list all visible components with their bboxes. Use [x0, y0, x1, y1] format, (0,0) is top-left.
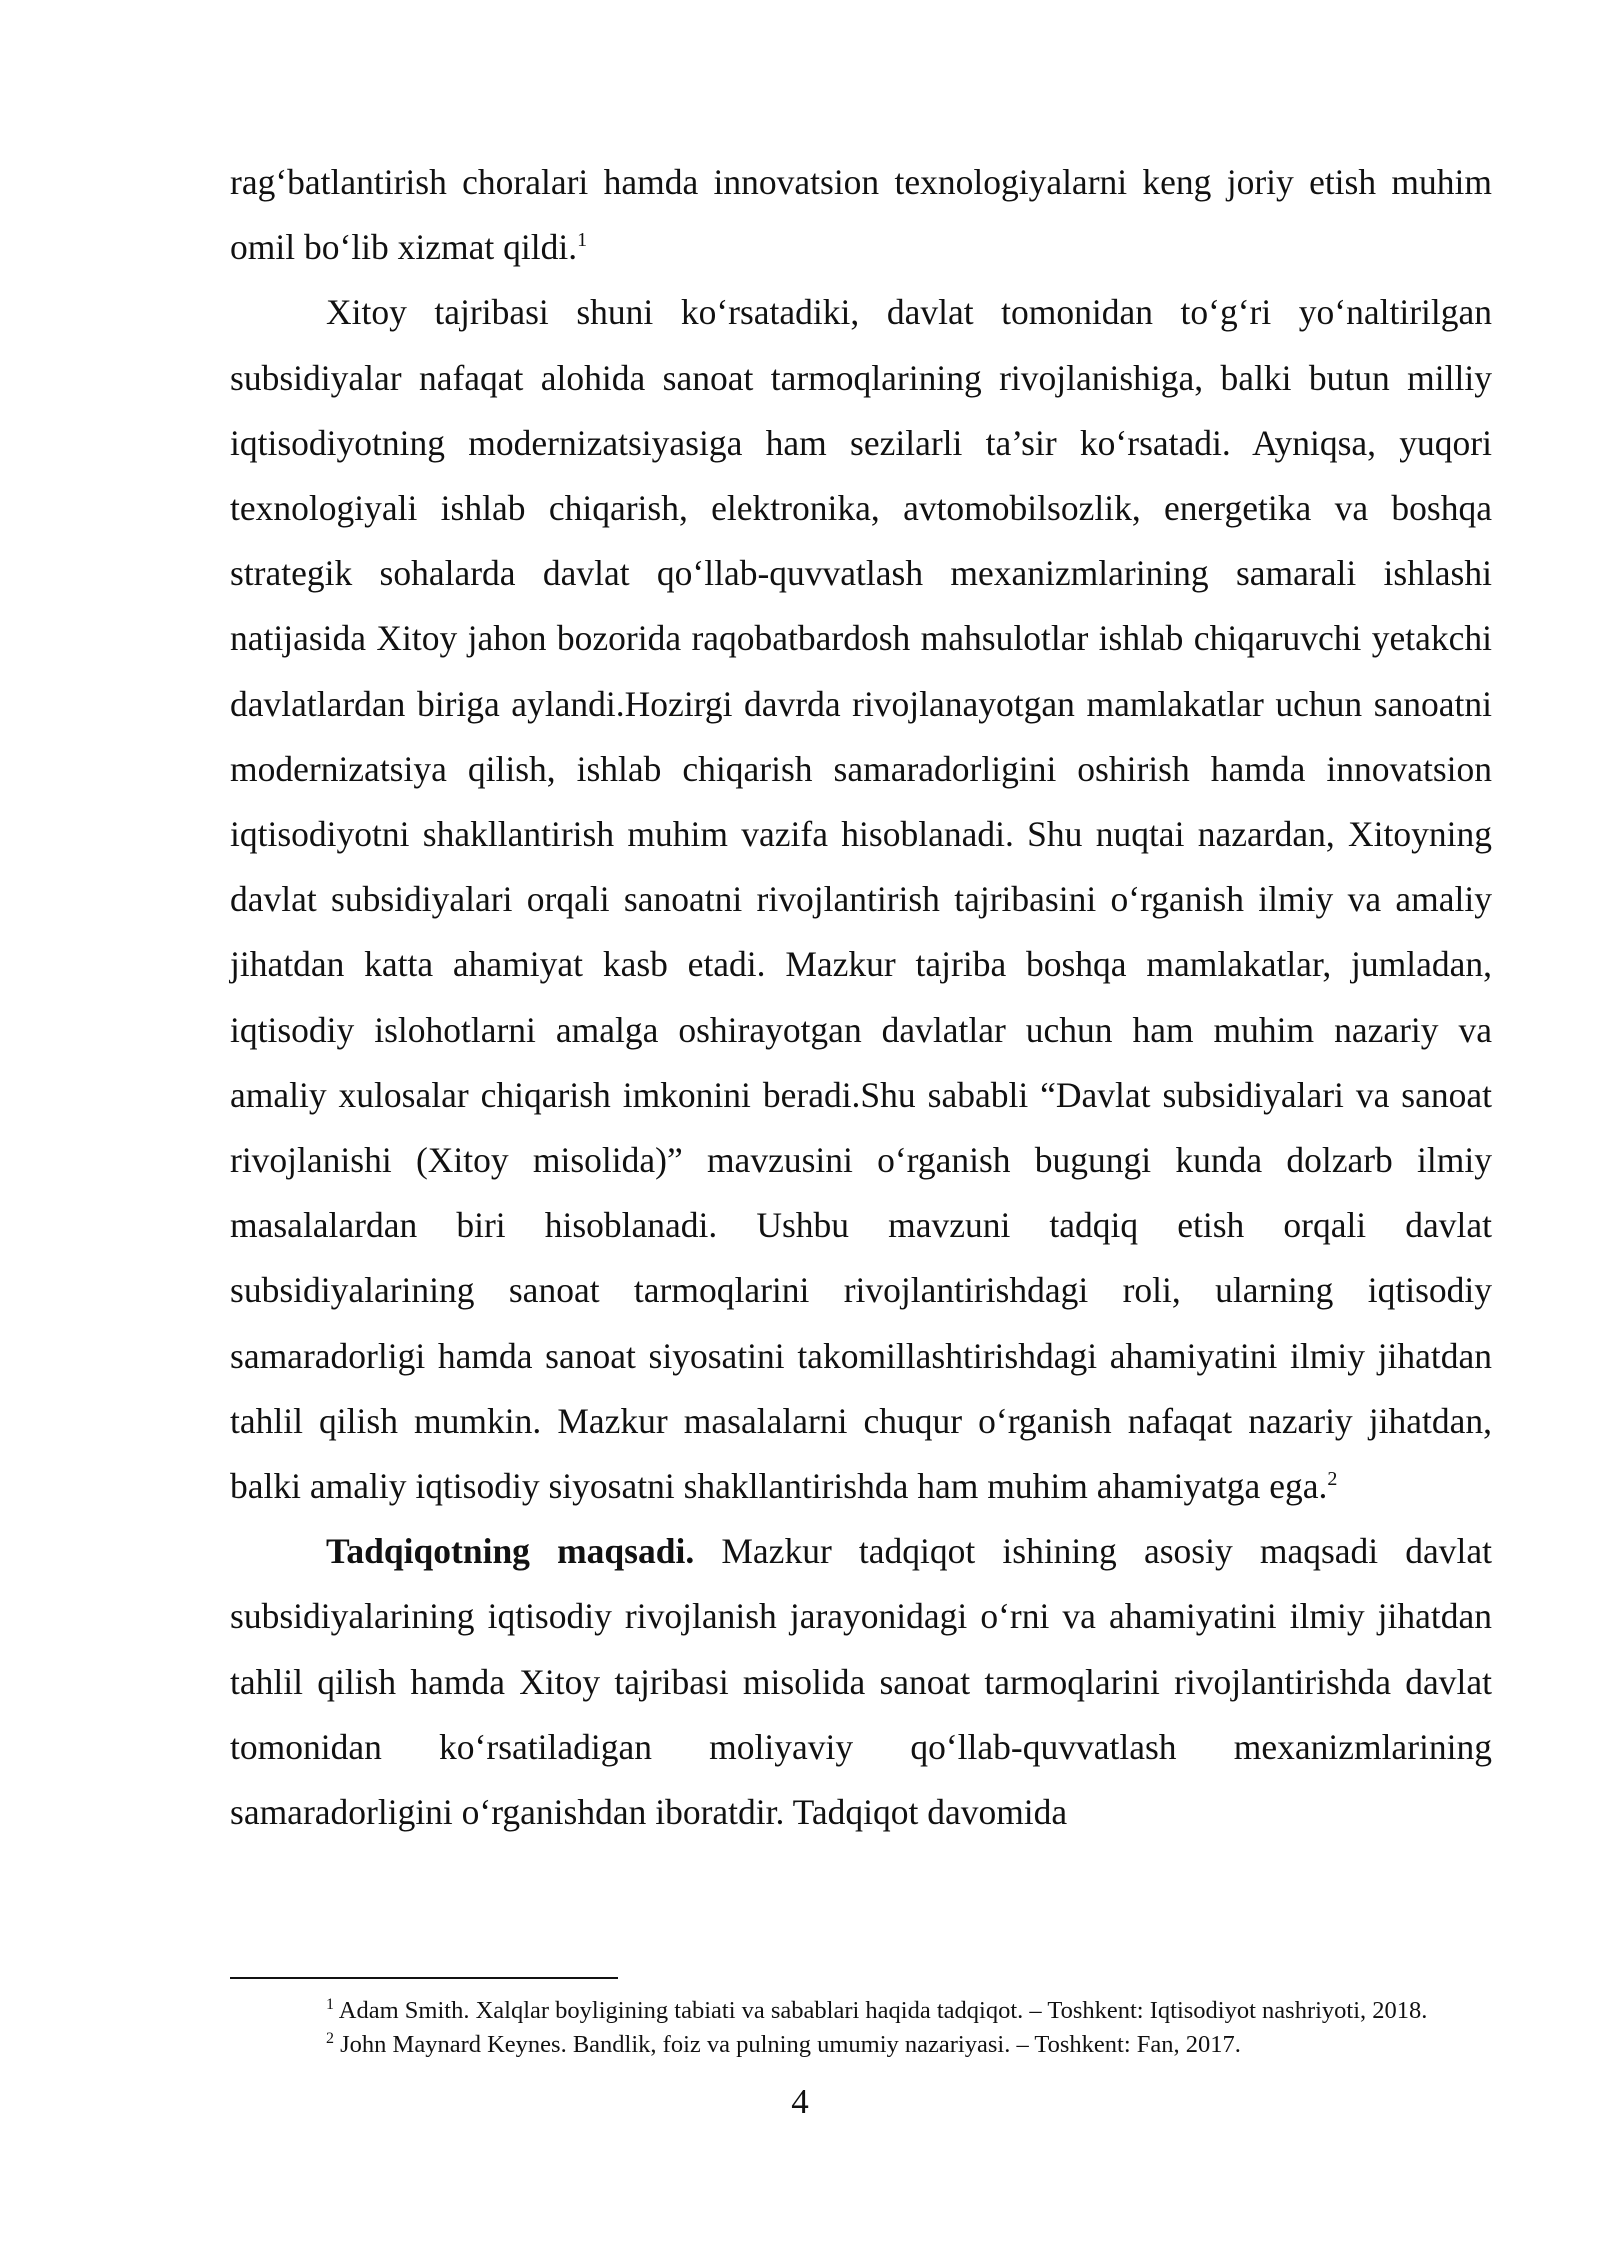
footnote-text: Adam Smith. Xalqlar boyligining tabiati va sabablari haqida tadqiqot. – Toshkent: Iqtisodiyot nashriyoti, 2018. [338, 1997, 1428, 2024]
footnote [230, 1994, 1492, 2028]
footnote-reference: 1 [577, 229, 588, 252]
page-number: 4 [791, 2082, 809, 2121]
paragraph-text: rag‘batlantirish choralari hamda innovatsion texnologiyalarni keng joriy etish muhim omil bo‘lib xizmat qildi. [230, 162, 1492, 268]
paragraph-text: Mazkur tadqiqot ishining asosiy maqsadi davlat subsidiyalarining iqtisodiy rivojlanish jarayonidagi o‘rni va ahamiyatini ilmiy jihatdan tahlil qilish hamda Xitoy tajribasi misolida sanoat tarmoqlarini rivojlantirishda davlat tomonidan ko‘rsatiladigan moliyaviy qo‘llab-quvvatlash mexanizmlarining samaradorligini o‘rganishdan iboratdir. Tadqiqot davomida [230, 1531, 1493, 1833]
footnotes [230, 1994, 1492, 2062]
footnote [230, 2028, 1492, 2062]
footnote-reference: 2 [1327, 1468, 1338, 1491]
paragraph-continuation [230, 150, 1492, 280]
paragraph-text: Xitoy tajribasi shuni ko‘rsatadiki, davlat tomonidan to‘g‘ri yo‘naltirilgan subsidiyalar nafaqat alohida sanoat tarmoqlarining rivojlanishiga, balki butun milliy iqtisodiyotning modernizatsiyasiga ham sezilarli ta’sir ko‘rsatadi. Ayniqsa, yuqori texnologiyali ishlab chiqarish, elektronika, avtomobilsozlik, energetika va boshqa strategik sohalarda davlat qo‘llab-quvvatlash mexanizmlarining samarali ishlashi natijasida Xitoy jahon bozorida raqobatbardosh mahsulotlar ishlab chiqaruvchi yetakchi davlatlardan biriga aylandi.Hozirgi davrda rivojlanayotgan mamlakatlar uchun sanoatni modernizatsiya qilish, ishlab chiqarish samaradorligini oshirish hamda innovatsion iqtisodiyotni shakllantirish muhim vazifa hisoblanadi. Shu nuqtai nazardan, Xitoyning davlat subsidiyalari orqali sanoatni rivojlantirish tajribasini o‘rganish ilmiy va amaliy jihatdan katta ahamiyat kasb etadi. Mazkur tajriba boshqa mamlakatlar, jumladan, iqtisodiy islohotlarni amalga oshirayotgan davlatlar uchun ham muhim nazariy va amaliy xulosalar chiqarish imkonini beradi.Shu sababli “Davlat subsidiyalari va sanoat rivojlanishi (Xitoy misolida)” mavzusini o‘rganish bugungi kunda dolzarb ilmiy masalalardan biri hisoblanadi. Ushbu mavzuni tadqiq etish orqali davlat subsidiyalarining sanoat tarmoqlarini rivojlantirishdagi roli, ularning iqtisodiy samaradorligi hamda sanoat siyosatini takomillashtirishdagi ahamiyatini ilmiy jihatdan tahlil qilish mumkin. Mazkur masalalarni chuqur o‘rganish nafaqat nazariy jihatdan, balki amaliy iqtisodiy siyosatni shakllantirishda ham muhim ahamiyatga ega. [230, 292, 1492, 1507]
paragraph-research-goal [230, 1519, 1492, 1845]
footnote-text: John Maynard Keynes. Bandlik, foiz va pulning umumiy nazariyasi. – Toshkent: Fan, 2017. [340, 2031, 1241, 2058]
paragraph-lead-heading: Tadqiqotning maqsadi. [326, 1531, 695, 1572]
paragraph-china-experience [230, 280, 1492, 1519]
footnote-separator [230, 1977, 618, 1979]
footnote-number: 1 [326, 1995, 334, 2013]
footnote-number: 2 [326, 2029, 334, 2047]
body-text [230, 150, 1492, 1845]
